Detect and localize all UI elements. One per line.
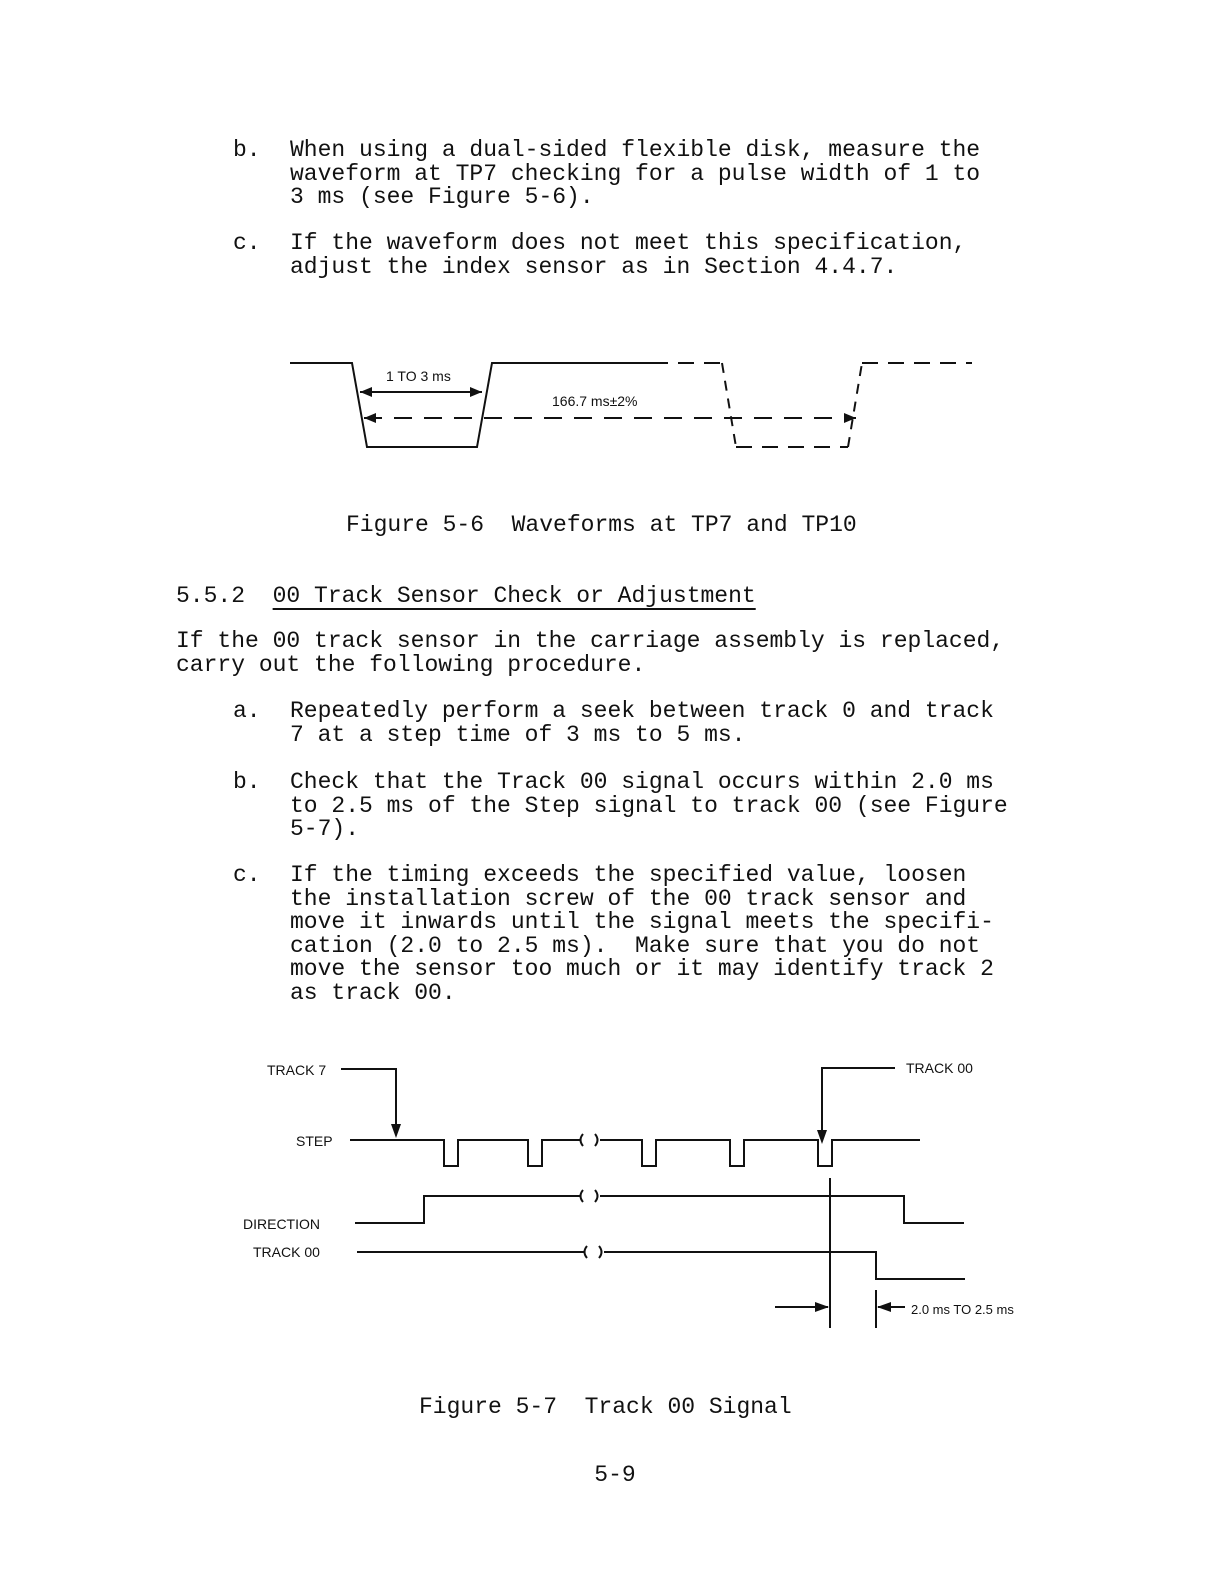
list-letter-c: c. — [233, 862, 261, 888]
page-number: 5-9 — [594, 1462, 636, 1488]
section-intro: If the 00 track sensor in the carriage assembly is replaced, carry out the following procedure. — [176, 628, 1005, 678]
list-item-c-top: If the waveform does not meet this specification, adjust the index sensor as in Section 4.4.7. — [290, 230, 967, 280]
period-label: 166.7 ms±2% — [552, 393, 638, 409]
track00-top-label: TRACK 00 — [906, 1060, 973, 1076]
section-title: 00 Track Sensor Check or Adjustment — [272, 583, 756, 609]
track00-label: TRACK 00 — [253, 1244, 320, 1260]
list-item-b-top: When using a dual-sided flexible disk, measure the waveform at TP7 checking for a pulse width of 1 to 3 ms (see Figure 5-6). — [290, 137, 981, 210]
list-letter-b-top: b. — [233, 137, 261, 163]
figure-5-6-caption: Figure 5-6 Waveforms at TP7 and TP10 — [346, 512, 857, 538]
step-label: STEP — [296, 1133, 333, 1149]
list-letter-b: b. — [233, 769, 261, 795]
list-item-c: If the timing exceeds the specified value, loosen the installation screw of the 00 track sensor and move it inwards until the signal meets the specifi- cation (2.0 to 2.5 ms). Make sure that you do not move the sensor too much or it may identify track 2 as track 00. — [290, 862, 994, 1006]
figure-5-7-caption: Figure 5-7 Track 00 Signal — [419, 1394, 792, 1420]
list-item-a: Repeatedly perform a seek between track 0 and track 7 at a step time of 3 ms to 5 ms. — [290, 698, 994, 748]
list-letter-a: a. — [233, 698, 261, 724]
pulse-width-label: 1 TO 3 ms — [386, 368, 451, 384]
section-number: 5.5.2 — [176, 583, 246, 609]
list-letter-c-top: c. — [233, 230, 261, 256]
direction-label: DIRECTION — [243, 1216, 320, 1232]
list-item-b: Check that the Track 00 signal occurs within 2.0 ms to 2.5 ms of the Step signal to track 00 (see Figure 5-7). — [290, 769, 1008, 842]
timing-label: 2.0 ms TO 2.5 ms — [911, 1302, 1014, 1317]
track7-label: TRACK 7 — [267, 1062, 327, 1078]
